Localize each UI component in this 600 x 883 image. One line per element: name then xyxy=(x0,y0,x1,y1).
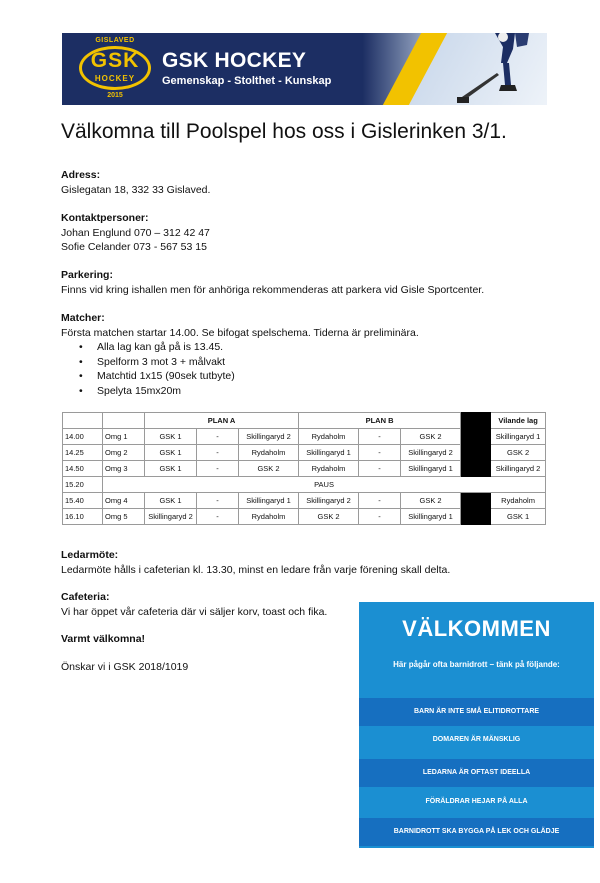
welcome-line xyxy=(61,632,145,647)
time-cell: 16.10 xyxy=(63,509,103,525)
team-cell: Skillingaryd 1 xyxy=(401,509,461,525)
resting-cell: GSK 1 xyxy=(491,509,546,525)
round-cell: Omg 3 xyxy=(103,461,145,477)
address-text: Gislegatan 18, 332 33 Gislaved. xyxy=(61,183,211,196)
team-cell: GSK 1 xyxy=(145,461,197,477)
time-cell: 15.20 xyxy=(63,477,103,493)
contacts-section xyxy=(61,211,210,255)
list-item: • Matchtid 1x15 (90sek tutbyte) xyxy=(87,369,419,384)
time-cell: 14.00 xyxy=(63,429,103,445)
logo-gsk-text: GSK xyxy=(90,49,140,72)
team-cell: GSK 2 xyxy=(401,493,461,509)
team-cell: Rydaholm xyxy=(239,509,299,525)
signature-text: Önskar vi i GSK 2018/1019 xyxy=(61,661,189,673)
resting-cell: Rydaholm xyxy=(491,493,546,509)
list-item: • Spelform 3 mot 3 + målvakt xyxy=(87,355,419,370)
time-cell: 14.25 xyxy=(63,445,103,461)
black-cell xyxy=(461,493,491,509)
dash-cell: - xyxy=(359,461,401,477)
parking-label: Parkering: xyxy=(61,269,113,281)
team-cell: Skillingaryd 2 xyxy=(401,445,461,461)
poster-band: LEDARNA ÄR OFTAST IDEELLA xyxy=(359,759,594,787)
round-cell: Omg 2 xyxy=(103,445,145,461)
dash-cell: - xyxy=(359,445,401,461)
black-cell xyxy=(461,445,491,461)
contact-person: Johan Englund 070 – 312 42 47 xyxy=(61,226,210,239)
team-cell: Skillingaryd 1 xyxy=(299,445,359,461)
parking-text: Finns vid kring ishallen men för anhöriga rekommenderas att parkera vid Gisle Sportcenter. xyxy=(61,283,485,296)
header-banner xyxy=(62,33,547,105)
dash-cell: - xyxy=(197,509,239,525)
dash-cell: - xyxy=(359,493,401,509)
logo-hockey-text: HOCKEY xyxy=(94,74,136,83)
dash-cell: - xyxy=(197,445,239,461)
resting-cell: Skillingaryd 2 xyxy=(491,461,546,477)
matches-intro: Första matchen startar 14.00. Se bifogat spelschema. Tiderna är preliminära. xyxy=(61,326,419,339)
plan-b-header: PLAN B xyxy=(299,413,461,429)
matches-label: Matcher: xyxy=(61,312,105,324)
table-row xyxy=(63,445,546,461)
meeting-text: Ledarmöte hålls i cafeterian kl. 13.30, minst en ledare från varje förening skall delta. xyxy=(61,563,451,576)
dash-cell: - xyxy=(359,509,401,525)
time-cell: 14.50 xyxy=(63,461,103,477)
pause-cell: PAUS xyxy=(103,477,546,493)
table-cell xyxy=(103,413,145,429)
meeting-section xyxy=(61,548,450,577)
gsk-logo xyxy=(72,37,158,101)
team-cell: Skillingaryd 2 xyxy=(299,493,359,509)
poster-band: BARN ÄR INTE SMÅ ELITIDROTTARE xyxy=(359,698,594,726)
black-cell xyxy=(461,461,491,477)
hockey-player-icon xyxy=(457,33,547,105)
poster-band: DOMAREN ÄR MÄNSKLIG xyxy=(359,726,594,754)
black-cell xyxy=(461,509,491,525)
table-header-row xyxy=(63,413,546,429)
team-cell: GSK 1 xyxy=(145,429,197,445)
poster-title: VÄLKOMMEN xyxy=(402,616,551,641)
list-item: • Alla lag kan gå på is 13.45. xyxy=(87,340,419,355)
poster-band: FÖRÄLDRAR HEJAR PÅ ALLA xyxy=(359,788,594,816)
poster-subtitle: Här pågår ofta barnidrott – tänk på följande: xyxy=(393,660,560,669)
team-cell: GSK 1 xyxy=(145,493,197,509)
table-row xyxy=(63,429,546,445)
round-cell: Omg 5 xyxy=(103,509,145,525)
poster-band: BARNIDROTT SKA BYGGA PÅ LEK OCH GLÄDJE xyxy=(359,818,594,846)
plan-a-header: PLAN A xyxy=(145,413,299,429)
team-cell: Rydaholm xyxy=(299,461,359,477)
team-cell: Skillingaryd 1 xyxy=(239,493,299,509)
resting-cell: Skillingaryd 1 xyxy=(491,429,546,445)
resting-header: Vilande lag xyxy=(491,413,546,429)
table-row xyxy=(63,461,546,477)
meeting-label: Ledarmöte: xyxy=(61,549,119,561)
round-cell: Omg 1 xyxy=(103,429,145,445)
round-cell: Omg 4 xyxy=(103,493,145,509)
contact-person: Sofie Celander 073 - 567 53 15 xyxy=(61,241,207,253)
list-item: • Spelyta 15mx20m xyxy=(87,384,419,399)
table-row xyxy=(63,509,546,525)
logo-top-text: GISLAVED xyxy=(95,37,135,44)
dash-cell: - xyxy=(197,461,239,477)
matches-bullet-list xyxy=(61,340,419,398)
team-cell: Rydaholm xyxy=(239,445,299,461)
dash-cell: - xyxy=(197,493,239,509)
time-cell: 15.40 xyxy=(63,493,103,509)
valkommen-poster xyxy=(359,602,594,848)
table-row xyxy=(63,493,546,509)
welcome-text: Varmt välkomna! xyxy=(61,633,146,645)
team-cell: GSK 2 xyxy=(299,509,359,525)
brand-title: GSK HOCKEY xyxy=(162,49,307,72)
pause-row xyxy=(63,477,546,493)
cafeteria-label: Cafeteria: xyxy=(61,591,110,603)
black-cell xyxy=(461,413,491,429)
cafeteria-section xyxy=(61,590,327,619)
contacts-label: Kontaktpersoner: xyxy=(61,212,149,224)
team-cell: GSK 2 xyxy=(239,461,299,477)
address-section xyxy=(61,168,210,197)
parking-section xyxy=(61,268,484,297)
signature-line xyxy=(61,660,188,675)
team-cell: Skillingaryd 2 xyxy=(239,429,299,445)
team-cell: GSK 2 xyxy=(401,429,461,445)
logo-year-text: 2015 xyxy=(107,92,123,99)
page-heading: Välkomna till Poolspel hos oss i Gislerinken 3/1. xyxy=(61,120,507,143)
black-cell xyxy=(461,429,491,445)
team-cell: Rydaholm xyxy=(299,429,359,445)
team-cell: Skillingaryd 1 xyxy=(401,461,461,477)
team-cell: GSK 1 xyxy=(145,445,197,461)
address-label: Adress: xyxy=(61,169,101,181)
dash-cell: - xyxy=(197,429,239,445)
match-schedule-table xyxy=(62,412,546,525)
brand-subtitle: Gemenskap - Stolthet - Kunskap xyxy=(162,75,332,87)
matches-section xyxy=(61,311,419,398)
table-cell xyxy=(63,413,103,429)
resting-cell: GSK 2 xyxy=(491,445,546,461)
dash-cell: - xyxy=(359,429,401,445)
cafeteria-text: Vi har öppet vår cafeteria där vi säljer korv, toast och fika. xyxy=(61,605,328,618)
team-cell: Skillingaryd 2 xyxy=(145,509,197,525)
